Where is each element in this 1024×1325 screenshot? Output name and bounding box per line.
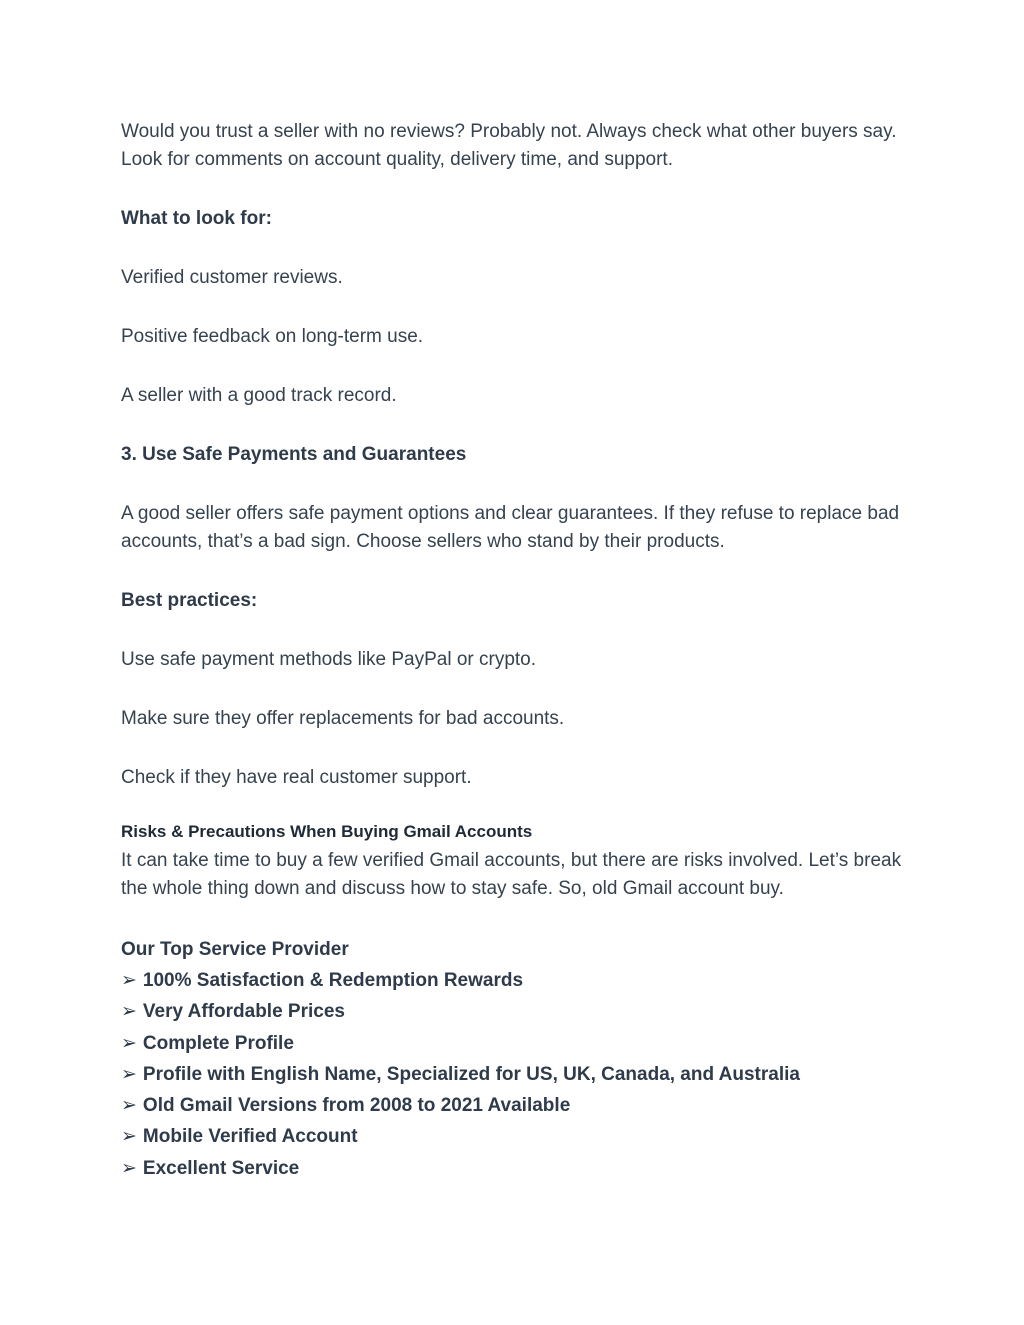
arrow-right-icon: ➢ [121,1125,137,1148]
reviews-intro-paragraph: Would you trust a seller with no reviews? Probably not. Always check what other buyers say. Look for comments on account quality, delivery time, and support. [121,121,897,170]
top-service-provider-heading: Our Top Service Provider [121,939,349,960]
practice-item-safe-payment: Use safe payment methods like PayPal or crypto. [121,649,537,670]
feature-label: Complete Profile [142,1032,294,1054]
feature-item [121,1090,911,1121]
arrow-right-icon: ➢ [121,1156,137,1179]
safe-payments-intro-paragraph: A good seller offers safe payment options and clear guarantees. If they refuse to replace bad accounts, that’s a bad sign. Choose sellers who stand by their products. [121,503,900,552]
best-practices-heading: Best practices: [121,590,258,611]
feature-label: Profile with English Name, Specialized for US, UK, Canada, and Australia [142,1063,800,1085]
feature-label: Very Affordable Prices [142,1001,345,1023]
arrow-right-icon: ➢ [121,1094,137,1117]
safe-payments-heading: 3. Use Safe Payments and Guarantees [121,444,467,465]
feature-label: Mobile Verified Account [142,1126,358,1148]
arrow-right-icon: ➢ [121,1031,137,1054]
feature-label: Old Gmail Versions from 2008 to 2021 Available [142,1095,571,1117]
practice-item-customer-support: Check if they have real customer support. [121,767,472,788]
feature-item [121,1121,911,1152]
risks-intro-paragraph: It can take time to buy a few verified Gmail accounts, but there are risks involved. Let’s break the whole thing down and discuss how to stay safe. So, old Gmail account buy. [121,850,902,899]
feature-item [121,1153,911,1184]
look-for-item-positive-feedback: Positive feedback on long-term use. [121,326,424,347]
document-page [121,118,911,1184]
arrow-right-icon: ➢ [121,969,137,991]
feature-item [121,1059,911,1090]
feature-item [121,965,911,996]
feature-label: Excellent Service [142,1157,300,1179]
feature-label: 100% Satisfaction & Redemption Rewards [142,970,524,991]
look-for-item-verified-reviews: Verified customer reviews. [121,267,343,288]
provider-feature-list [121,965,911,1184]
feature-item [121,996,911,1027]
feature-item [121,1028,911,1059]
risks-precautions-heading: Risks & Precautions When Buying Gmail Accounts [121,822,533,841]
arrow-right-icon: ➢ [121,1000,137,1023]
practice-item-replacements: Make sure they offer replacements for bad accounts. [121,708,565,729]
look-for-item-track-record: A seller with a good track record. [121,385,397,406]
what-to-look-for-heading: What to look for: [121,208,272,229]
arrow-right-icon: ➢ [121,1062,137,1085]
